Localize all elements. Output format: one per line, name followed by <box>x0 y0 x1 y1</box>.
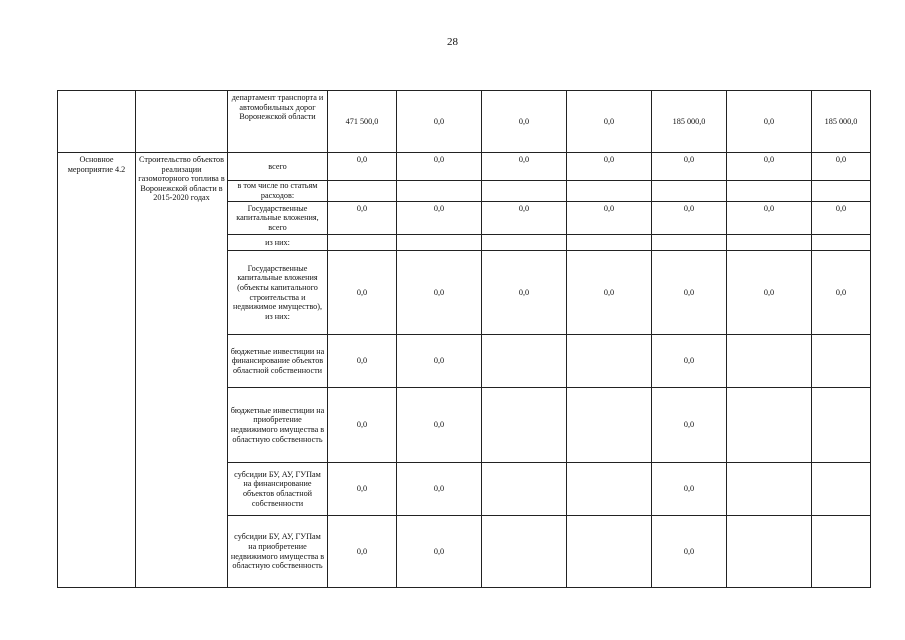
value-cell <box>567 516 652 588</box>
value-cell: 0,0 <box>727 251 812 335</box>
empty-cell <box>482 235 567 251</box>
value-cell: 0,0 <box>567 91 652 153</box>
activity-name: Строительство объектов реализации газомоторного топлива в Воронежской области в 2015-2020 годах <box>136 153 228 588</box>
budget-table <box>57 90 871 588</box>
row-label: из них: <box>228 235 328 251</box>
value-cell: 0,0 <box>397 463 482 516</box>
value-cell: 0,0 <box>652 516 727 588</box>
value-cell <box>567 335 652 388</box>
value-cell: 0,0 <box>652 388 727 463</box>
empty-cell <box>397 235 482 251</box>
value-cell: 0,0 <box>812 153 871 181</box>
value-cell: 0,0 <box>397 335 482 388</box>
value-cell: 0,0 <box>328 153 397 181</box>
value-cell: 185 000,0 <box>812 91 871 153</box>
empty-cell <box>328 235 397 251</box>
value-cell <box>812 388 871 463</box>
row-label: в том числе по статьям расходов: <box>228 181 328 202</box>
value-cell: 0,0 <box>328 516 397 588</box>
value-cell <box>727 388 812 463</box>
row-label: департамент транспорта и автомобильных дорог Воронежской области <box>228 91 328 153</box>
value-cell: 0,0 <box>328 202 397 235</box>
value-cell <box>727 463 812 516</box>
value-cell: 0,0 <box>567 251 652 335</box>
value-cell <box>482 516 567 588</box>
value-cell: 0,0 <box>328 388 397 463</box>
value-cell <box>567 463 652 516</box>
table-row <box>58 153 871 181</box>
value-cell: 0,0 <box>482 202 567 235</box>
empty-cell <box>652 235 727 251</box>
empty-cell <box>727 235 812 251</box>
value-cell <box>567 388 652 463</box>
value-cell: 0,0 <box>652 335 727 388</box>
value-cell: 185 000,0 <box>652 91 727 153</box>
row-label: бюджетные инвестиции на финансирование объектов областной собственности <box>228 335 328 388</box>
table-row <box>58 91 871 153</box>
value-cell <box>727 516 812 588</box>
empty-cell <box>482 181 567 202</box>
value-cell <box>812 335 871 388</box>
value-cell: 0,0 <box>652 251 727 335</box>
value-cell <box>812 516 871 588</box>
empty-cell <box>397 181 482 202</box>
value-cell <box>812 463 871 516</box>
value-cell: 0,0 <box>812 251 871 335</box>
row-label: Государственные капитальные вложения (объекты капитального строительства и недвижимое имущество), из них: <box>228 251 328 335</box>
value-cell <box>727 335 812 388</box>
value-cell: 0,0 <box>328 335 397 388</box>
value-cell: 0,0 <box>397 153 482 181</box>
value-cell: 0,0 <box>567 202 652 235</box>
row-label: бюджетные инвестиции на приобретение недвижимого имущества в областную собственность <box>228 388 328 463</box>
value-cell: 0,0 <box>328 463 397 516</box>
value-cell: 0,0 <box>652 463 727 516</box>
empty-cell <box>567 235 652 251</box>
value-cell <box>482 388 567 463</box>
activity-code: Основное мероприятие 4.2 <box>58 153 136 588</box>
value-cell <box>482 463 567 516</box>
value-cell: 471 500,0 <box>328 91 397 153</box>
value-cell: 0,0 <box>397 202 482 235</box>
value-cell: 0,0 <box>397 91 482 153</box>
empty-cell <box>328 181 397 202</box>
value-cell: 0,0 <box>482 91 567 153</box>
row-label: субсидии БУ, АУ, ГУПам на приобретение недвижимого имущества в областную собственность <box>228 516 328 588</box>
empty-cell <box>812 235 871 251</box>
value-cell: 0,0 <box>727 91 812 153</box>
empty-cell <box>652 181 727 202</box>
page-number: 28 <box>447 36 458 48</box>
empty-cell <box>136 91 228 153</box>
value-cell: 0,0 <box>397 251 482 335</box>
empty-cell <box>727 181 812 202</box>
row-label: Государственные капитальные вложения, всего <box>228 202 328 235</box>
value-cell: 0,0 <box>727 202 812 235</box>
value-cell: 0,0 <box>652 202 727 235</box>
value-cell <box>482 335 567 388</box>
value-cell: 0,0 <box>567 153 652 181</box>
value-cell: 0,0 <box>652 153 727 181</box>
value-cell: 0,0 <box>482 153 567 181</box>
row-label: субсидии БУ, АУ, ГУПам на финансирование объектов областной собственности <box>228 463 328 516</box>
value-cell: 0,0 <box>812 202 871 235</box>
value-cell: 0,0 <box>397 388 482 463</box>
value-cell: 0,0 <box>482 251 567 335</box>
row-label: всего <box>228 153 328 181</box>
empty-cell <box>58 91 136 153</box>
value-cell: 0,0 <box>397 516 482 588</box>
value-cell: 0,0 <box>727 153 812 181</box>
empty-cell <box>567 181 652 202</box>
value-cell: 0,0 <box>328 251 397 335</box>
empty-cell <box>812 181 871 202</box>
